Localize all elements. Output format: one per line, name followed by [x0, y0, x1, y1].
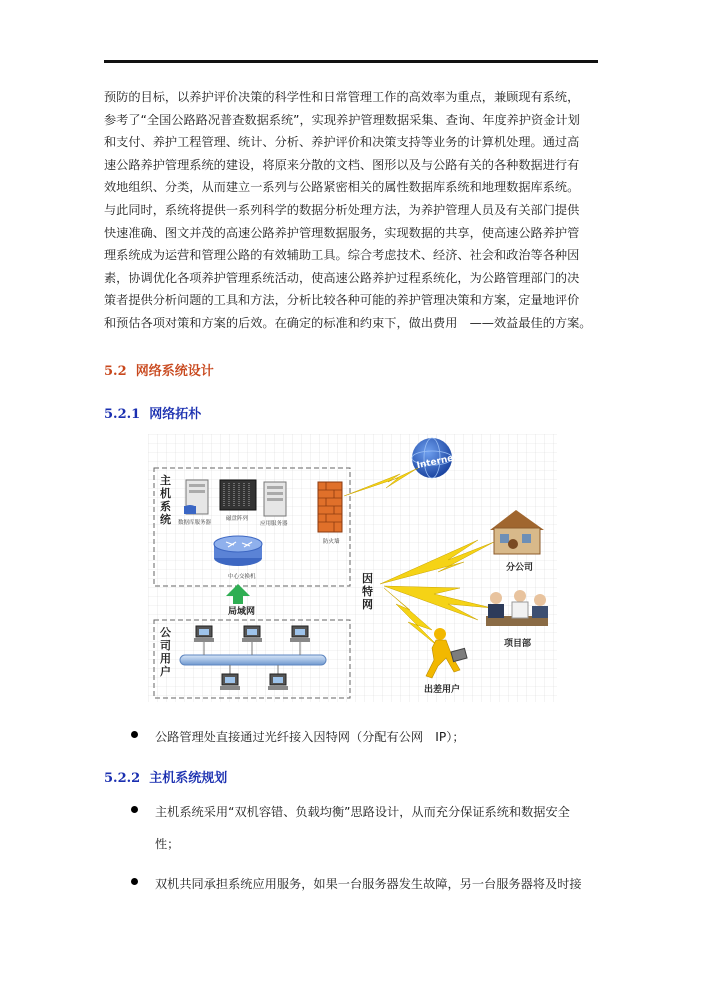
paragraph-line: 参考了“全国公路路况普查数据系统”，实现养护管理数据采集、查询、年度养护资金计划 — [104, 112, 580, 127]
lan-label: 局域网 — [228, 607, 256, 617]
list-item-text: 性； — [155, 837, 180, 851]
paragraph-line: 与此同时，系统将提供一系列科学的数据分析处理方法，为养护管理人员及有关部门提供 — [104, 202, 580, 217]
list-item-text: 主机系统采用“双机容错、负载均衡”思路设计，从而充分保证系统和数据安全 — [155, 805, 570, 819]
vertical-label-char: 户 — [160, 665, 171, 678]
vertical-label-char: 司 — [160, 639, 171, 652]
vertical-label-char: 网 — [362, 598, 373, 611]
bullet-dot-icon — [131, 878, 138, 885]
internet-cn-label — [362, 571, 373, 611]
project-department-icon — [486, 590, 548, 626]
header-rule — [104, 60, 598, 63]
paragraph-line: 策者提供分析问题的工具和方法，分析比较各种可能的养护管理决策和方案，定量地评价 — [104, 293, 580, 308]
subsection-title: 网络拓朴 — [149, 407, 202, 422]
database-server-label: 数据库服务器 — [178, 520, 212, 526]
paragraph-line: 效地组织、分类，从而建立一系列与公路紧密相关的属性数据库系统和地理数据库系统。 — [104, 180, 580, 195]
subsection-number: 5.2.2 — [104, 771, 141, 786]
app-server-icon — [264, 482, 286, 516]
traveling-user-label: 出差用户 — [424, 685, 461, 695]
paragraph-line: 素，协调优化各项养护管理系统活动，使高速公路养护过程系统化，为公路管理部门的决 — [104, 270, 580, 285]
paragraph-line: 和预估各项对策和方案的后效。在确定的标准和约束下，做出费用 ——效益最佳的方案。 — [104, 315, 592, 330]
bullet-dot-icon — [131, 731, 138, 738]
body-paragraph — [104, 86, 598, 335]
company-users-label — [160, 626, 172, 678]
lan-bus — [180, 655, 326, 665]
vertical-label-char: 统 — [160, 513, 171, 526]
core-switch-icon — [214, 536, 262, 566]
paragraph-line: 预防的目标，以养护评价决策的科学性和日常管理工作的高效率为重点，兼顾现有系统， — [104, 90, 580, 104]
list-item-text: 公路管理处直接通过光纤接入因特网（分配有公网 IP）； — [155, 730, 465, 744]
subsection-heading-5-2-2 — [104, 767, 227, 786]
vertical-label-char: 因 — [362, 572, 373, 585]
list-item-continuation — [131, 828, 581, 860]
firewall-label: 防火墙 — [323, 539, 340, 545]
vertical-label-char: 公 — [160, 626, 171, 639]
list-item — [131, 721, 581, 753]
vertical-label-char: 主 — [160, 474, 171, 487]
paragraph-line: 快速准确、图文并茂的高速公路养护管理数据服务，实现数据的共享，使高速公路养护管 — [104, 225, 580, 240]
subsection-title: 主机系统规划 — [149, 771, 228, 786]
subsection-number: 5.2.1 — [104, 407, 141, 422]
section-heading-5-2 — [104, 360, 214, 379]
bullet-dot-icon — [131, 806, 138, 813]
section-title: 网络系统设计 — [135, 364, 214, 379]
paragraph-line: 理系统成为运营和管理公路的有效辅助工具。综合考虑技术、经济、社会和政治等各种因 — [104, 248, 580, 263]
project-department-label: 项目部 — [504, 639, 532, 649]
disk-array-label: 磁盘阵列 — [226, 516, 249, 522]
host-system-label — [160, 473, 171, 526]
list-item — [131, 796, 581, 828]
vertical-label-char: 机 — [160, 487, 171, 500]
section-number: 5.2 — [104, 364, 127, 379]
database-server-icon — [184, 480, 208, 514]
core-switch-label: 中心交换机 — [228, 574, 256, 580]
internet-label: Internet — [415, 452, 459, 472]
disk-array-icon — [220, 480, 256, 510]
vertical-label-char: 特 — [362, 585, 373, 598]
network-topology-diagram — [148, 434, 557, 702]
branch-office-label: 分公司 — [506, 563, 534, 573]
paragraph-line: 和支付、养护工程管理、统计、分析、养护评价和决策支持等业务的计算机处理。通过高 — [104, 135, 580, 150]
list-item — [131, 868, 581, 900]
list-item-text: 双机共同承担系统应用服务，如果一台服务器发生故障，另一台服务器将及时接 — [155, 877, 582, 891]
vertical-label-char: 用 — [160, 652, 171, 665]
subsection-heading-5-2-1 — [104, 403, 201, 422]
vertical-label-char: 系 — [160, 500, 171, 513]
paragraph-line: 速公路养护管理系统的建设，将原来分散的文档、图形以及与公路有关的各种数据进行有 — [104, 157, 580, 172]
firewall-icon — [318, 482, 342, 532]
app-server-label: 应用服务器 — [260, 521, 288, 527]
